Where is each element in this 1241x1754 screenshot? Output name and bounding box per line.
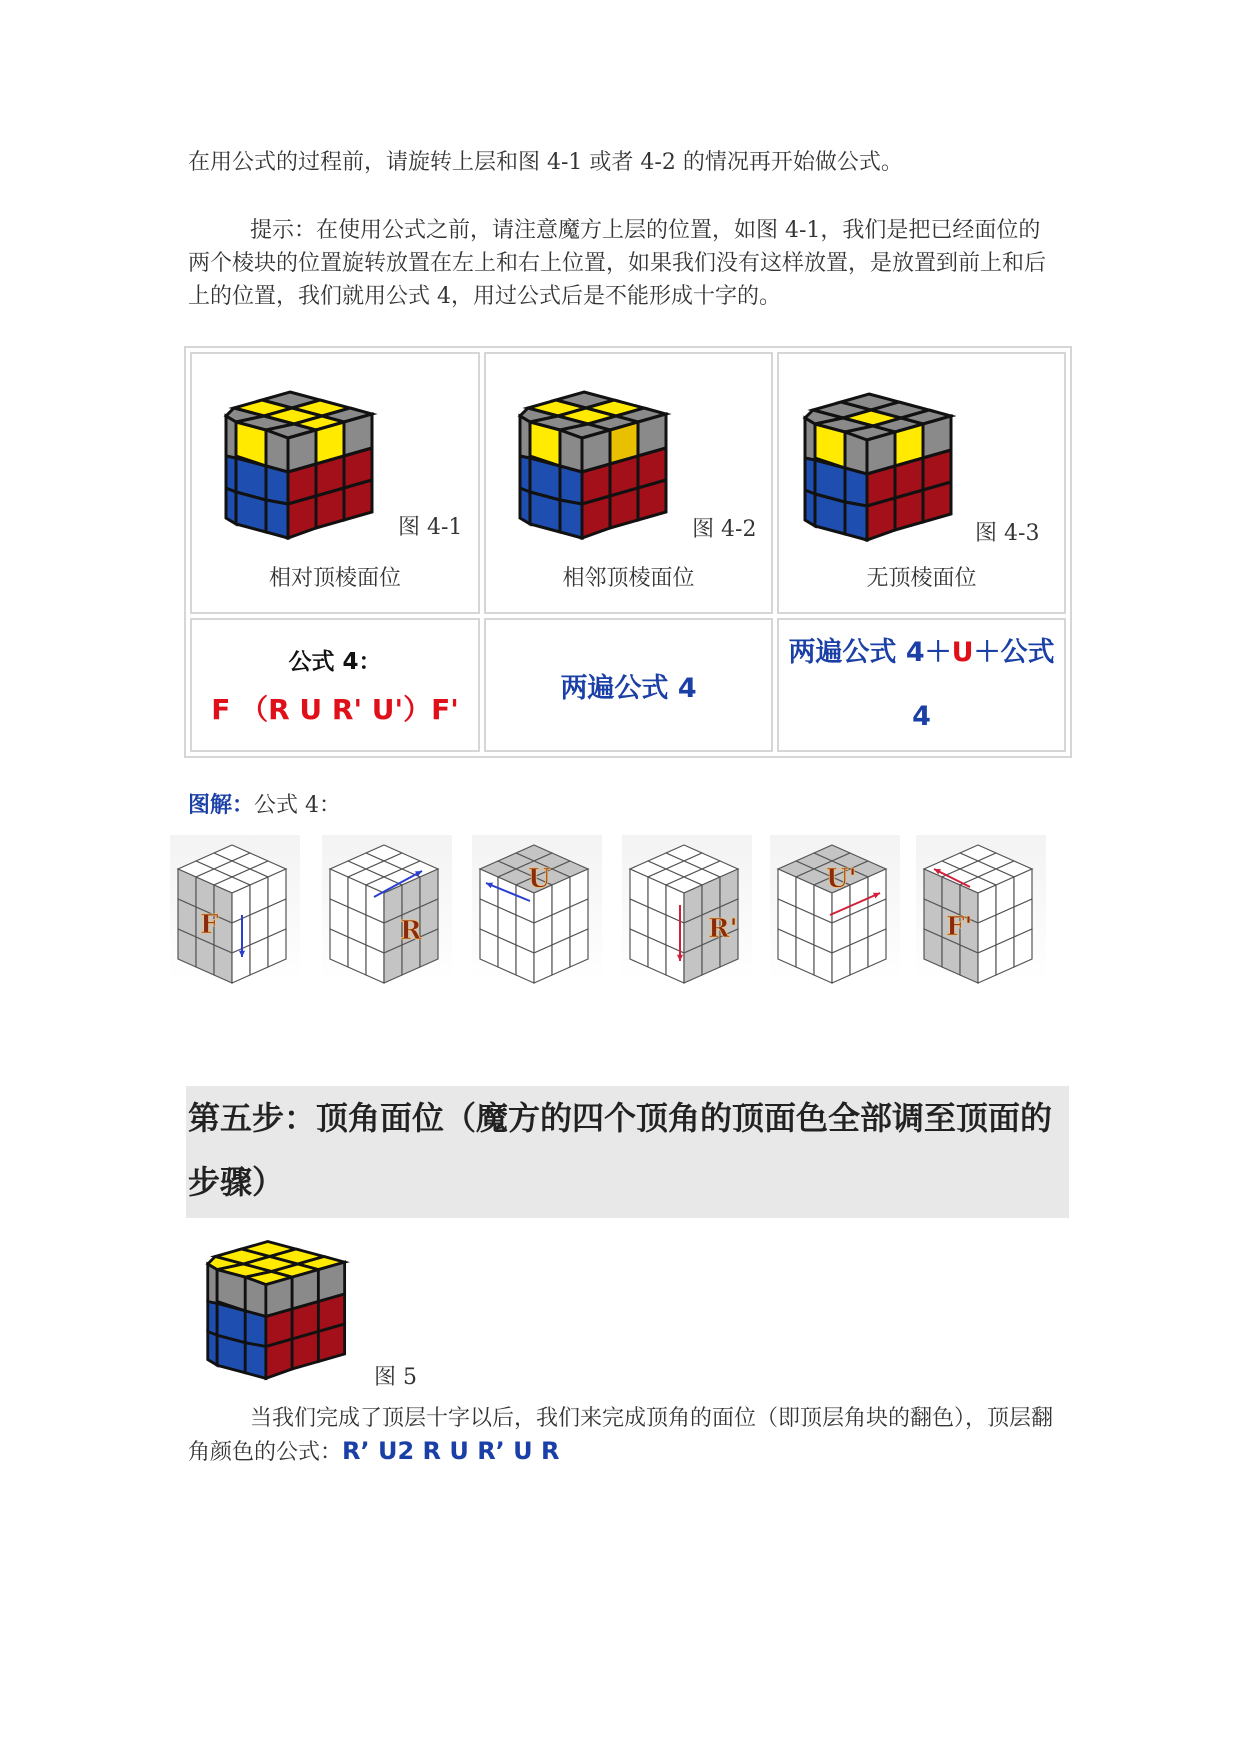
figure-label-4-1: 图 4-1 (398, 515, 463, 540)
caption-4-3: 无顶棱面位 (866, 566, 977, 591)
paragraph-step5 (188, 1402, 1058, 1469)
formula-cell-3 (777, 618, 1066, 752)
diagram-label: 图解： (188, 792, 255, 818)
cases-table (184, 346, 1072, 758)
cube-4-3-image (801, 386, 961, 546)
move-cube-2 (322, 835, 452, 983)
section-heading-text: 第五步：顶角面位（魔方的四个顶角的顶面色全部调至顶面的步骤） (188, 1099, 1053, 1201)
case-cell-4-1 (190, 352, 480, 614)
figure-label-5: 图 5 (374, 1365, 417, 1390)
cube-4-1-image (222, 384, 382, 544)
move-label-4: R' (708, 914, 738, 944)
formula-3-part-b: ＋公式 4 (912, 637, 1055, 732)
section-heading (186, 1086, 1069, 1218)
caption-4-2: 相邻顶棱面位 (562, 566, 695, 591)
cube-4-2-image (516, 384, 676, 544)
move-cube-3 (472, 835, 602, 983)
formula-3-part-a: 两遍公式 4＋ (788, 637, 952, 668)
formula-cell-2 (484, 618, 773, 752)
paragraph-step5-text: 当我们完成了顶层十字以后，我们来完成顶角的面位（即顶层角块的翻色），顶层翻角颜色的公式： (188, 1406, 1054, 1465)
formula-cell-1 (190, 618, 480, 752)
move-cube-5 (770, 835, 900, 983)
move-cube-1 (170, 835, 300, 983)
formula-5: R’ U2 R U R’ U R (342, 1437, 560, 1465)
diagram-caption (188, 788, 341, 819)
formula-1: F （R U R' U'）F' (211, 692, 459, 726)
formula-3-u: U (951, 637, 974, 668)
diagram-text: 公式 4： (254, 793, 342, 818)
move-cube-4 (622, 835, 752, 983)
caption-4-1: 相对顶棱面位 (269, 566, 402, 591)
formula-2: 两遍公式 4 (560, 672, 697, 704)
cube-5-image (204, 1234, 354, 1384)
paragraph-tip: 提示：在使用公式之前，请注意魔方上层的位置，如图 4-1，我们是把已经面位的两个棱块的位置旋转放置在左上和右上位置，如果我们没有这样放置，是放置到前上和后上的位置，我们就用公式 4，用过公式后是不能形成十字的。 (188, 218, 1047, 309)
move-cube-6 (916, 835, 1046, 983)
move-label-6: F' (946, 912, 973, 942)
case-cell-4-3 (777, 352, 1066, 614)
move-label-1: F (200, 910, 219, 940)
move-label-3: U (528, 864, 551, 894)
move-label-2: R (400, 916, 422, 946)
formula-1-title: 公式 4： (288, 648, 382, 675)
move-label-5: U' (826, 864, 857, 894)
formula-3 (780, 621, 1063, 749)
figure-label-4-3: 图 4-3 (975, 521, 1040, 546)
move-illustrations (170, 835, 1080, 985)
case-cell-4-2 (484, 352, 773, 614)
figure-label-4-2: 图 4-2 (692, 517, 757, 542)
paragraph-intro: 在用公式的过程前，请旋转上层和图 4-1 或者 4-2 的情况再开始做公式。 (188, 150, 903, 175)
